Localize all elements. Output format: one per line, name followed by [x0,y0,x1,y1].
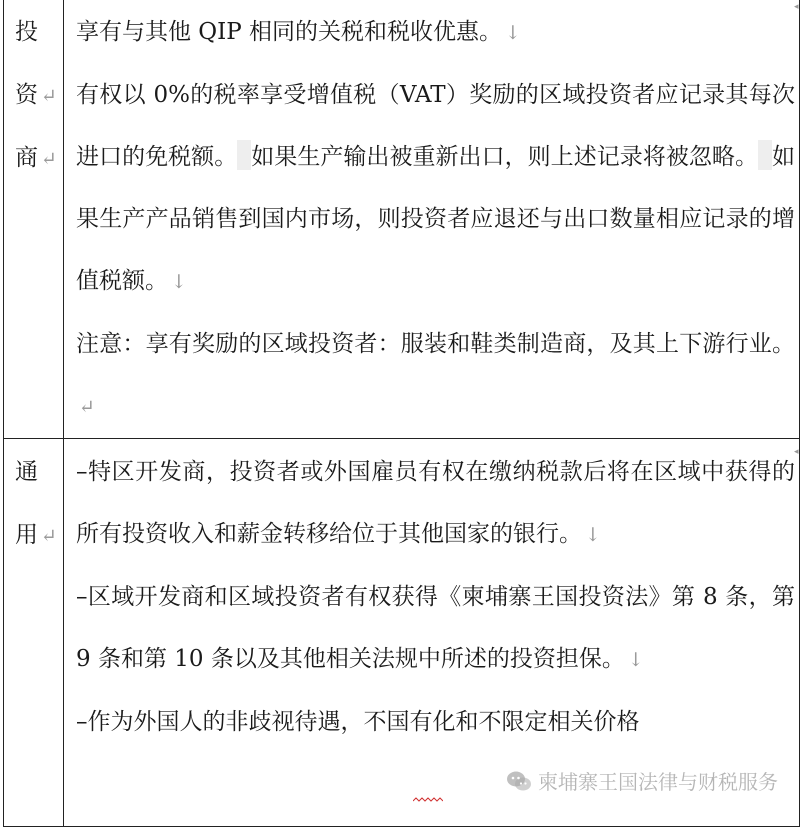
paragraph: –作为外国人的非歧视待遇，不国有化和不限定相关价格 [76,709,640,735]
watermark-text: 柬埔寨王国法律与财税服务 [538,770,778,794]
row-label-general [4,439,64,827]
row-label-investor [4,0,64,439]
table-row-general [4,439,800,827]
label-char: 商 ↵ [15,145,57,171]
label-char: 投 [15,19,38,45]
document-table [3,0,800,827]
highlight-mark [758,140,772,170]
spellcheck-underline [413,797,443,803]
margin-marker: ◂ [794,447,799,457]
paragraph: 有权以 0%的税率享受增值税（VAT）奖励的区域投资者应记录其每次进口的免税额。 如果生产输出被重新出口，则上述记录将被忽略。 如果生产产品销售到国内市场，则投资者应退还与出口数量相应记录的增值税额。 ↓ [76,82,796,294]
label-char: 资 ↵ [15,82,57,108]
paragraph: –区域开发商和区域投资者有权获得《柬埔寨王国投资法》第 8 条，第 9 条和第 10 条以及其他相关法规中所述的投资担保。 ↓ [76,584,795,672]
margin-marker: ◂ [794,2,799,12]
row-content-investor [64,0,800,439]
paragraph: –特区开发商，投资者或外国雇员有权在缴纳税款后将在区域中获得的所有投资收入和薪金转移给位于其他国家的银行。 ↓ [76,459,795,547]
highlight-mark [237,140,251,170]
label-char: 用 ↵ [15,522,57,548]
row-content-general [64,439,800,827]
table-row-investor [4,0,800,439]
label-char: 通 [15,459,38,485]
paragraph: 享有与其他 QIP 相同的关税和税收优惠。 ↓ [76,19,521,45]
paragraph-note: 注意：享有奖励的区域投资者：服装和鞋类制造商，及其上下游行业。↵ [76,331,795,418]
